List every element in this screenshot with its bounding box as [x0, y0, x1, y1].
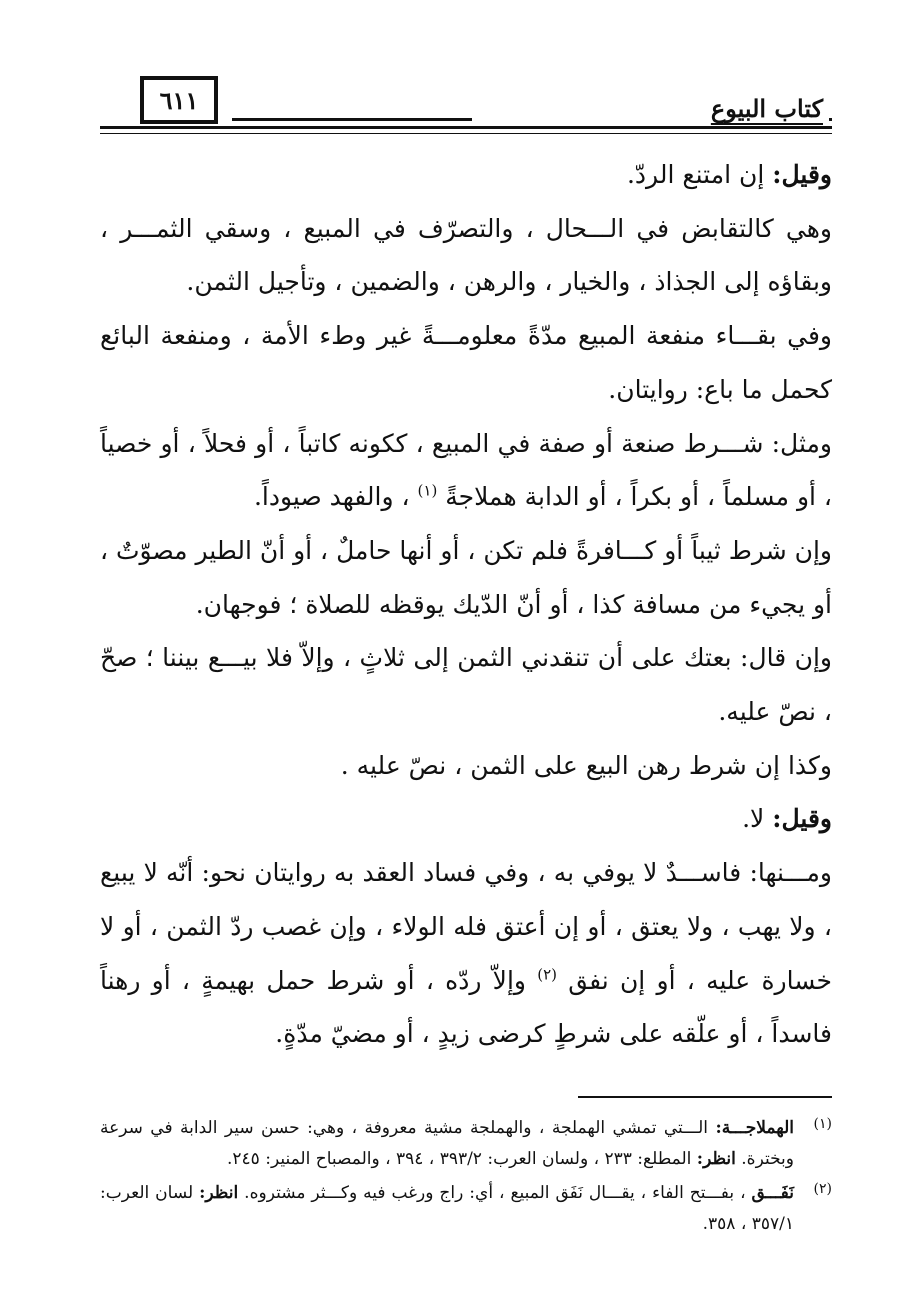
footnote-text: الـــتي تمشي الهملجة ، والهملجة مشية معروفة ، وهي: حسن سير الدابة في سرعة وبخترة. — [100, 1118, 794, 1169]
footnote-text: ، بفـــتح الفاء ، يقـــال نَفَق المبيع ، أي: راج ورغب فيه وكـــثر مشتروه. — [238, 1183, 752, 1203]
paragraph-text: إن امتنع الردّ. — [626, 160, 773, 189]
page-number: ٦١١ — [140, 76, 218, 124]
paragraph-text: وإن قال: بعتك على أن تنقدني الثمن إلى ثلاثٍ ، وإلاّ فلا بيـــع بيننا ؛ صحّ ، نصّ عليه. — [100, 643, 832, 727]
paragraph — [100, 417, 832, 524]
running-title: كتاب البيوع — [705, 94, 829, 123]
footnote-see-label: انظر: — [199, 1183, 239, 1203]
footnote-term: الهملاجـــة: — [715, 1118, 794, 1138]
header-rule — [100, 126, 832, 129]
footnote-separator — [578, 1096, 832, 1098]
footnote-body — [100, 1113, 794, 1175]
paragraph — [100, 792, 832, 846]
paragraph-text: لا. — [742, 804, 773, 834]
paragraph — [100, 148, 832, 202]
footnote — [100, 1178, 832, 1240]
footnote-sources: لسان العرب: ٣٥٧/١ ، ٣٥٨. — [100, 1183, 794, 1234]
paragraph-text: ومـــنها: فاســـدٌ لا يوفي به ، وفي فساد العقد به روايتان نحو: أنّه لا يبيع ، ولا يهب ، ولا يعتق ، أو إن أعتق فله الولاء ، وإن غصب ردّ الثمن ، أو لا خسارة عليه ، أو إن نفق — [100, 858, 833, 995]
paragraph-text: وإن شرط ثيباً أو كـــافرةً فلم تكن ، أو أنها حاملٌ ، أو أنّ الطير مصوّتٌ ، أو يجيء من مسافة كذا ، أو أنّ الدّيك يوقظه للصلاة ؛ فوجهان. — [100, 535, 832, 619]
paragraph-text: وفي بقـــاء منفعة المبيع مدّةً معلومـــةً غير وطء الأمة ، ومنفعة البائع كحمل ما باع: روايتان. — [100, 321, 832, 404]
paragraph-text-continued: ، والفهد صيوداً. — [253, 482, 410, 512]
paragraph — [100, 309, 832, 416]
paragraph-text: ومثل: شـــرط صنعة أو صفة في المبيع ، ككونه كاتباً ، أو فحلاً ، أو خصياً ، أو مسلماً ، أو بكراً ، أو الدابة هملاجةً — [100, 428, 832, 512]
header-rule-thin — [100, 133, 832, 134]
footnote-body — [100, 1178, 794, 1240]
footnote-see-label: انظر: — [696, 1149, 736, 1169]
paragraph-text: وهي كالتقابض في الـــحال ، والتصرّف في المبيع ، وسقي الثمـــر ، وبقاؤه إلى الجذاذ ، والخيار ، والرهن ، والضمين ، وتأجيل الثمن. — [100, 213, 832, 297]
paragraph — [100, 631, 832, 738]
footnote-mark: (١) — [813, 1116, 832, 1132]
paragraph — [100, 739, 832, 793]
paragraph — [100, 524, 832, 631]
footnote-mark: (٢) — [813, 1181, 832, 1197]
footnote — [100, 1113, 832, 1175]
paragraph — [100, 202, 832, 309]
paragraph-text: وكذا إن شرط رهن البيع على الثمن ، نصّ عليه . — [340, 750, 832, 780]
paragraph — [100, 846, 832, 1061]
running-head-dash — [232, 118, 472, 121]
footnote-sources: المطلع: ٢٣٣ ، ولسان العرب: ٣٩٣/٢ ، ٣٩٤ ، والمصباح المنير: ٢٤٥. — [227, 1149, 697, 1169]
paragraph-text-continued: وإلاّ ردّه ، أو شرط حمل بهيمةٍ ، أو رهناً فاسداً ، أو علّقه على شرطٍ كرضى زيدٍ ، أو مضيّ مدّةٍ. — [100, 965, 832, 1049]
paragraph-lead: وقيل: — [772, 804, 832, 834]
main-text — [100, 148, 832, 1061]
footnotes — [100, 1113, 832, 1243]
footnote-reference[interactable]: (١) — [417, 481, 438, 500]
footnote-term: نَفَـــق — [751, 1183, 794, 1203]
paragraph-lead: وقيل: — [772, 160, 832, 189]
footnote-reference[interactable]: (٢) — [537, 965, 557, 984]
